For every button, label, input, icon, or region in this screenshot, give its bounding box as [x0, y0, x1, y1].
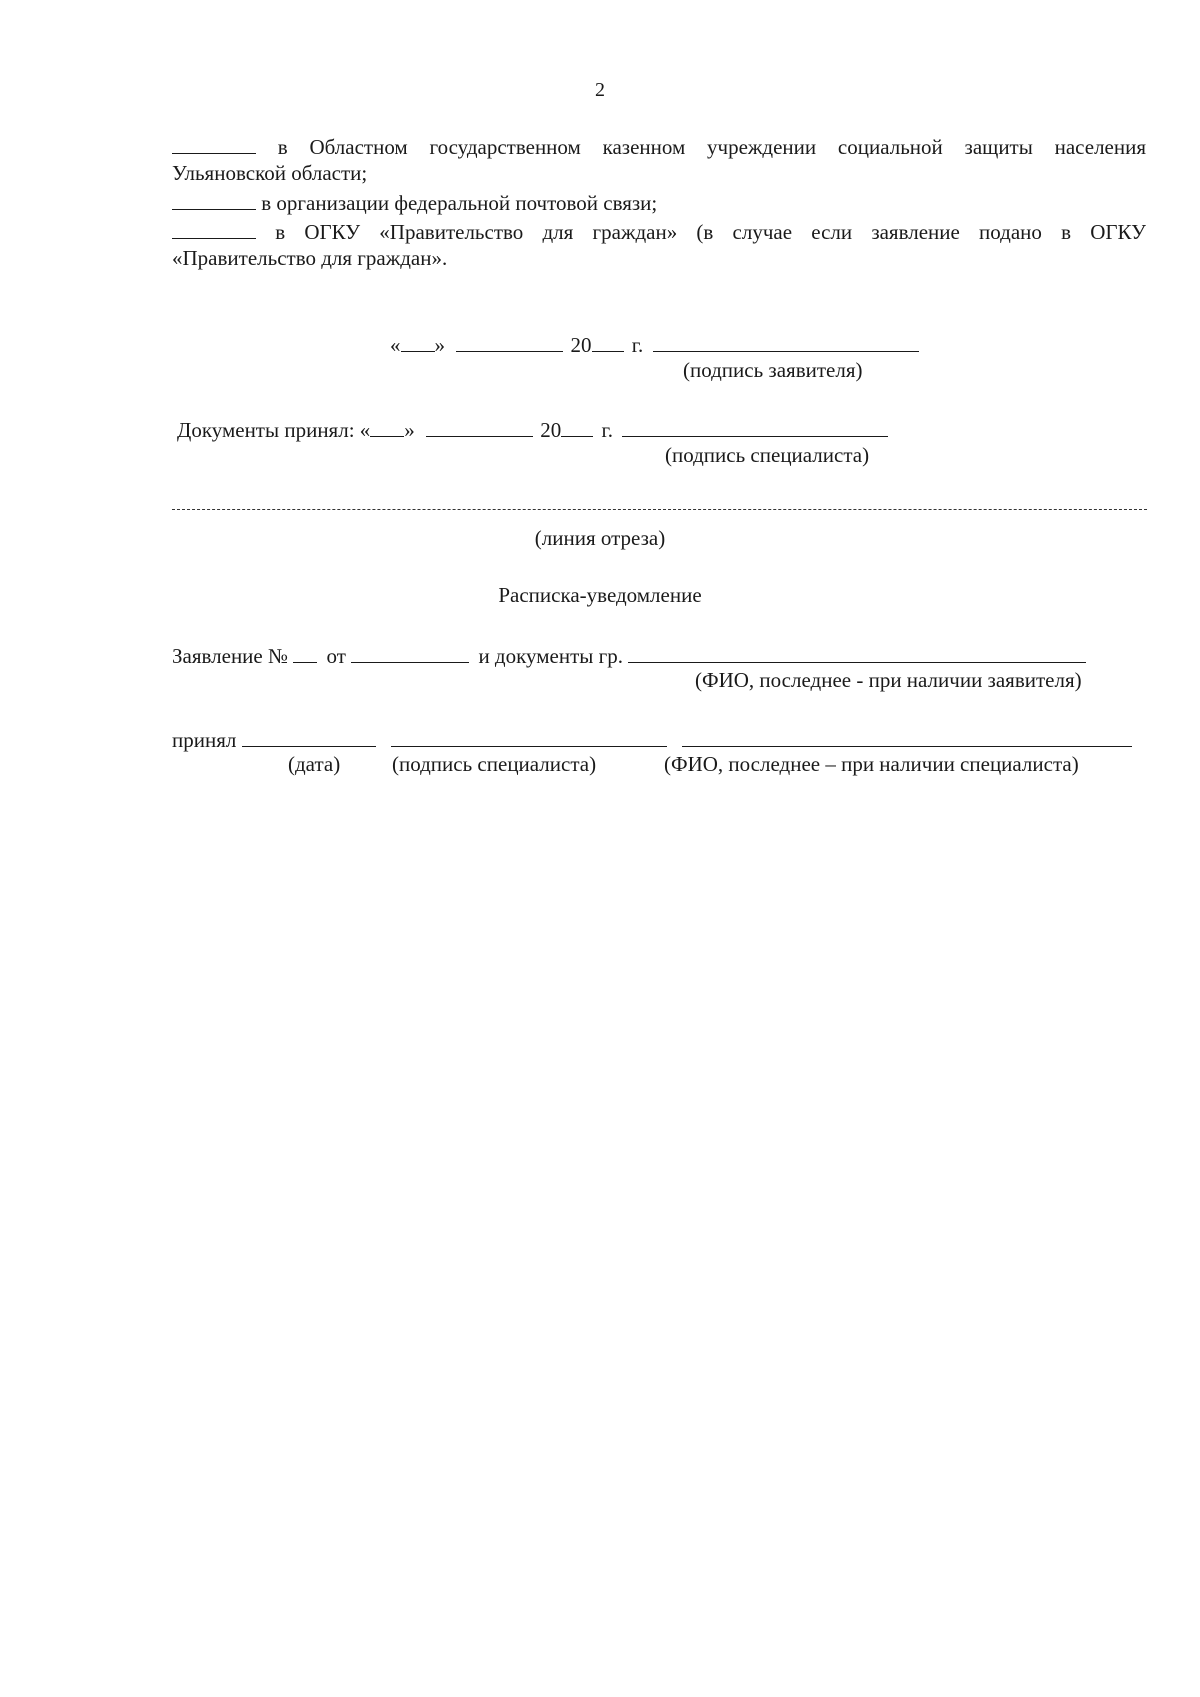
applicant-fio-field[interactable]	[628, 641, 1086, 663]
option-mfc-line2: «Правительство для граждан».	[172, 246, 448, 271]
option-ogkuszn-text: в Областном государственном казенном учреждении социальной защиты населения	[277, 135, 1147, 159]
option-mfc-line1	[172, 217, 1146, 245]
applicant-year-field[interactable]	[592, 330, 624, 352]
accepted-month-field[interactable]	[426, 415, 533, 437]
receipt-signature-field[interactable]	[391, 725, 667, 747]
option-post-text: в организации федеральной почтовой связи;	[261, 191, 658, 215]
option-ogkuszn-line1	[172, 132, 1146, 160]
receipt-date-caption: (дата)	[288, 752, 341, 776]
option-mfc-blank[interactable]	[172, 217, 256, 239]
statement-docs-label: и документы гр.	[478, 644, 623, 668]
applicant-date-row: « » 20 г.	[390, 330, 919, 358]
receipt-date-field[interactable]	[242, 725, 376, 747]
option-ogkuszn	[172, 132, 1146, 186]
applicant-month-field[interactable]	[456, 330, 563, 352]
option-mfc	[172, 217, 1146, 271]
statement-number-field[interactable]	[293, 641, 317, 663]
accepted-day-field[interactable]	[370, 415, 404, 437]
statement-number-label: Заявление №	[172, 644, 289, 668]
option-post-blank[interactable]	[172, 188, 256, 210]
receipt-statement-row	[172, 641, 1086, 669]
option-ogkuszn-line2: Ульяновской области;	[172, 161, 368, 186]
receipt-signature-caption: (подпись специалиста)	[392, 752, 597, 776]
applicant-signature-field[interactable]	[653, 330, 919, 352]
option-ogkuszn-blank[interactable]	[172, 132, 256, 154]
statement-from-label: от	[326, 644, 346, 668]
cut-line	[172, 509, 1147, 510]
statement-date-field[interactable]	[351, 641, 469, 663]
specialist-signature-field[interactable]	[622, 415, 888, 437]
option-mfc-text: в ОГКУ «Правительство для граждан» (в случае если заявление подано в ОГКУ	[275, 220, 1147, 244]
specialist-signature-caption: (подпись специалиста)	[665, 443, 870, 467]
receipt-specialist-caption: (ФИО, последнее – при наличии специалиста)	[664, 752, 1079, 776]
accepted-year-field[interactable]	[561, 415, 593, 437]
receipt-specialist-fio-field[interactable]	[682, 725, 1132, 747]
page-number: 2	[595, 79, 605, 101]
option-post	[172, 188, 1146, 216]
receipt-accepted-row	[172, 725, 1132, 753]
cut-line-caption: (линия отреза)	[534, 526, 666, 550]
applicant-fio-caption: (ФИО, последнее - при наличии заявителя)	[695, 668, 1082, 692]
documents-accepted-row: Документы принял: « » 20 г.	[177, 415, 888, 443]
documents-accepted-label: Документы принял: «	[177, 418, 371, 442]
applicant-signature-caption: (подпись заявителя)	[683, 358, 863, 382]
accepted-by-label: принял	[172, 728, 237, 752]
receipt-title: Расписка-уведомление	[498, 583, 702, 607]
applicant-day-field[interactable]	[401, 330, 435, 352]
